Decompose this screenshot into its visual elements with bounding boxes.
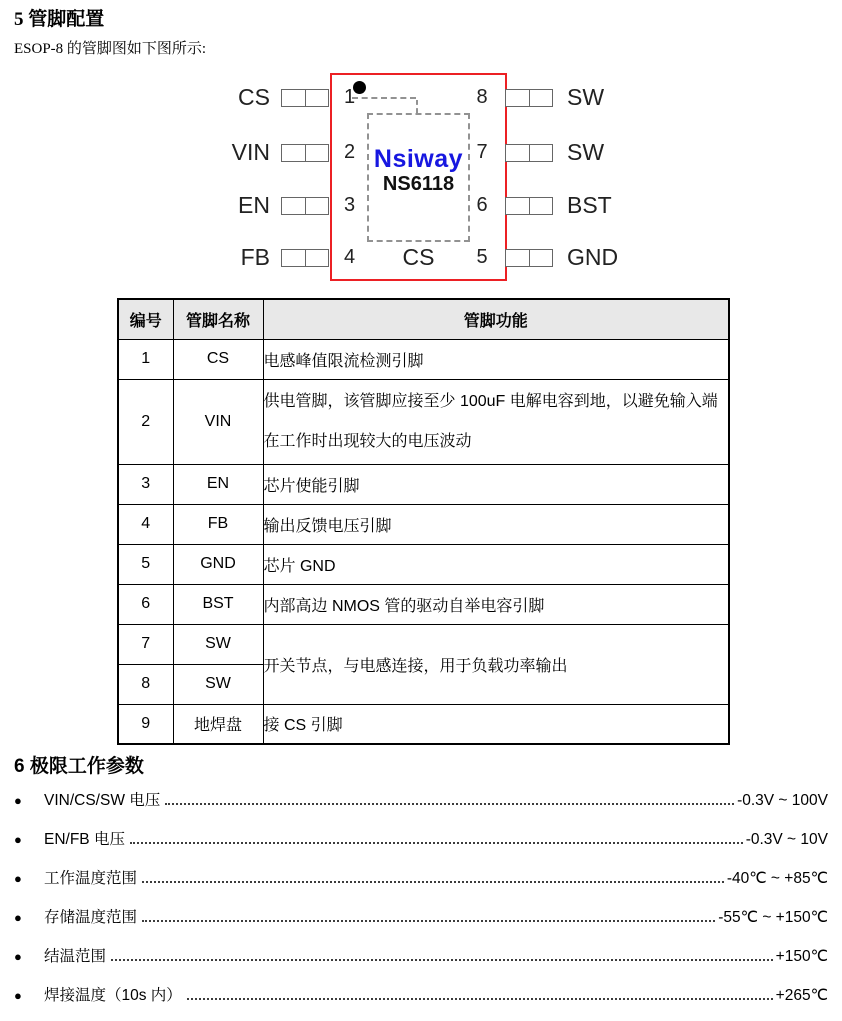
header-num: 编号 bbox=[118, 299, 173, 339]
limit-label: 焊接温度（10s 内） bbox=[44, 987, 182, 1004]
pin-number-2: 2 bbox=[344, 141, 356, 163]
lead-divider bbox=[529, 250, 530, 266]
dotted-leader bbox=[142, 881, 724, 883]
pin-label-gnd: GND bbox=[567, 244, 619, 270]
table-row bbox=[118, 464, 729, 504]
cell-func: 接 CS 引脚 bbox=[263, 704, 729, 744]
limit-item bbox=[14, 827, 828, 852]
chip-logo: Nsiway bbox=[373, 145, 464, 173]
pin-number-4: 4 bbox=[344, 246, 356, 268]
cell-func: 电感峰值限流检测引脚 bbox=[263, 339, 729, 379]
lead-divider bbox=[305, 198, 306, 214]
cell-num: 2 bbox=[118, 379, 173, 464]
table-row bbox=[118, 704, 729, 744]
cell-name: FB bbox=[173, 504, 263, 544]
table-row bbox=[118, 544, 729, 584]
pin-number-7: 7 bbox=[476, 141, 488, 163]
cell-name: 地焊盘 bbox=[173, 704, 263, 744]
lead-divider bbox=[305, 90, 306, 106]
pin-lead-7 bbox=[505, 144, 553, 162]
cell-num: 7 bbox=[118, 624, 173, 664]
cell-num: 5 bbox=[118, 544, 173, 584]
pin-lead-2 bbox=[281, 144, 329, 162]
section5-title: 5 管脚配置 bbox=[14, 9, 105, 30]
table-row bbox=[118, 379, 729, 464]
cell-name: GND bbox=[173, 544, 263, 584]
table-row bbox=[118, 624, 729, 664]
cell-func: 芯片使能引脚 bbox=[263, 464, 729, 504]
pad-net-label: CS bbox=[402, 244, 435, 270]
cell-name: CS bbox=[173, 339, 263, 379]
cell-func: 供电管脚，该管脚应接至少 100uF 电解电容到地，以避免输入端在工作时出现较大的电压波动 bbox=[263, 379, 729, 464]
lead-divider bbox=[305, 250, 306, 266]
pin-lead-3 bbox=[281, 197, 329, 215]
table-row bbox=[118, 504, 729, 544]
limit-label: EN/FB 电压 bbox=[44, 831, 125, 848]
header-func: 管脚功能 bbox=[263, 299, 729, 339]
pin-label-fb: FB bbox=[240, 244, 270, 270]
header-name: 管脚名称 bbox=[173, 299, 263, 339]
limit-value: +265℃ bbox=[775, 987, 828, 1004]
section6-title: 6 极限工作参数 bbox=[14, 756, 144, 777]
pin-label-en: EN bbox=[238, 192, 270, 218]
pin-label-sw8: SW bbox=[567, 84, 605, 110]
bullet-icon: ● bbox=[14, 793, 22, 808]
bullet-icon: ● bbox=[14, 871, 22, 886]
cell-num: 9 bbox=[118, 704, 173, 744]
limit-value: -55℃ ~ +150℃ bbox=[718, 909, 828, 926]
bullet-icon: ● bbox=[14, 832, 22, 847]
pin-number-6: 6 bbox=[476, 194, 488, 216]
pin-label-sw7: SW bbox=[567, 139, 605, 165]
table-row bbox=[118, 584, 729, 624]
pin-label-vin: VIN bbox=[231, 139, 270, 165]
limit-item bbox=[14, 788, 828, 813]
pin-number-5: 5 bbox=[476, 246, 488, 268]
dotted-leader bbox=[111, 959, 773, 961]
pin-diagram bbox=[0, 60, 842, 295]
bullet-icon: ● bbox=[14, 988, 22, 1003]
cell-name: BST bbox=[173, 584, 263, 624]
limit-label: 结温范围 bbox=[44, 948, 107, 965]
lead-divider bbox=[529, 90, 530, 106]
cell-num: 8 bbox=[118, 664, 173, 704]
pad-connection-line-v bbox=[416, 100, 418, 113]
cell-func-merged: 开关节点，与电感连接，用于负载功率输出 bbox=[263, 624, 729, 704]
cell-name: VIN bbox=[173, 379, 263, 464]
cell-num: 6 bbox=[118, 584, 173, 624]
pin-number-3: 3 bbox=[344, 194, 356, 216]
pin-label-cs: CS bbox=[238, 84, 270, 110]
pin-lead-8 bbox=[505, 89, 553, 107]
limit-value: -0.3V ~ 10V bbox=[745, 831, 828, 848]
pin-number-8: 8 bbox=[476, 86, 488, 108]
pin-lead-1 bbox=[281, 89, 329, 107]
dotted-leader bbox=[187, 998, 773, 1000]
limit-label: VIN/CS/SW 电压 bbox=[44, 792, 161, 809]
cell-num: 4 bbox=[118, 504, 173, 544]
pin-label-bst: BST bbox=[567, 192, 612, 218]
pin-lead-4 bbox=[281, 249, 329, 267]
limit-label: 存储温度范围 bbox=[44, 909, 138, 926]
limit-value: +150℃ bbox=[775, 948, 828, 965]
limit-value: -40℃ ~ +85℃ bbox=[726, 870, 828, 887]
bullet-icon: ● bbox=[14, 910, 22, 925]
limit-item bbox=[14, 983, 828, 1008]
lead-divider bbox=[305, 145, 306, 161]
limit-item bbox=[14, 866, 828, 891]
dotted-leader bbox=[142, 920, 715, 922]
cell-func: 内部高边 NMOS 管的驱动自举电容引脚 bbox=[263, 584, 729, 624]
limit-item bbox=[14, 944, 828, 969]
dotted-leader bbox=[130, 842, 743, 844]
pin-lead-5 bbox=[505, 249, 553, 267]
cell-func: 芯片 GND bbox=[263, 544, 729, 584]
pad-connection-line-h bbox=[352, 97, 416, 99]
limit-label: 工作温度范围 bbox=[44, 870, 138, 887]
bullet-icon: ● bbox=[14, 949, 22, 964]
cell-name: SW bbox=[173, 664, 263, 704]
pin-function-table bbox=[117, 298, 730, 745]
limit-item bbox=[14, 905, 828, 930]
lead-divider bbox=[529, 198, 530, 214]
cell-num: 3 bbox=[118, 464, 173, 504]
dotted-leader bbox=[165, 803, 734, 805]
limits-list bbox=[14, 788, 828, 1008]
pin-number-1: 1 bbox=[344, 86, 356, 108]
lead-divider bbox=[529, 145, 530, 161]
pin-lead-6 bbox=[505, 197, 553, 215]
cell-func: 输出反馈电压引脚 bbox=[263, 504, 729, 544]
table-header-row bbox=[118, 299, 729, 339]
limit-value: -0.3V ~ 100V bbox=[737, 792, 828, 809]
intro-text: ESOP-8 的管脚图如下图所示: bbox=[14, 41, 207, 57]
cell-num: 1 bbox=[118, 339, 173, 379]
cell-name: SW bbox=[173, 624, 263, 664]
chip-model: NS6118 bbox=[382, 173, 455, 195]
cell-name: EN bbox=[173, 464, 263, 504]
table-row bbox=[118, 339, 729, 379]
